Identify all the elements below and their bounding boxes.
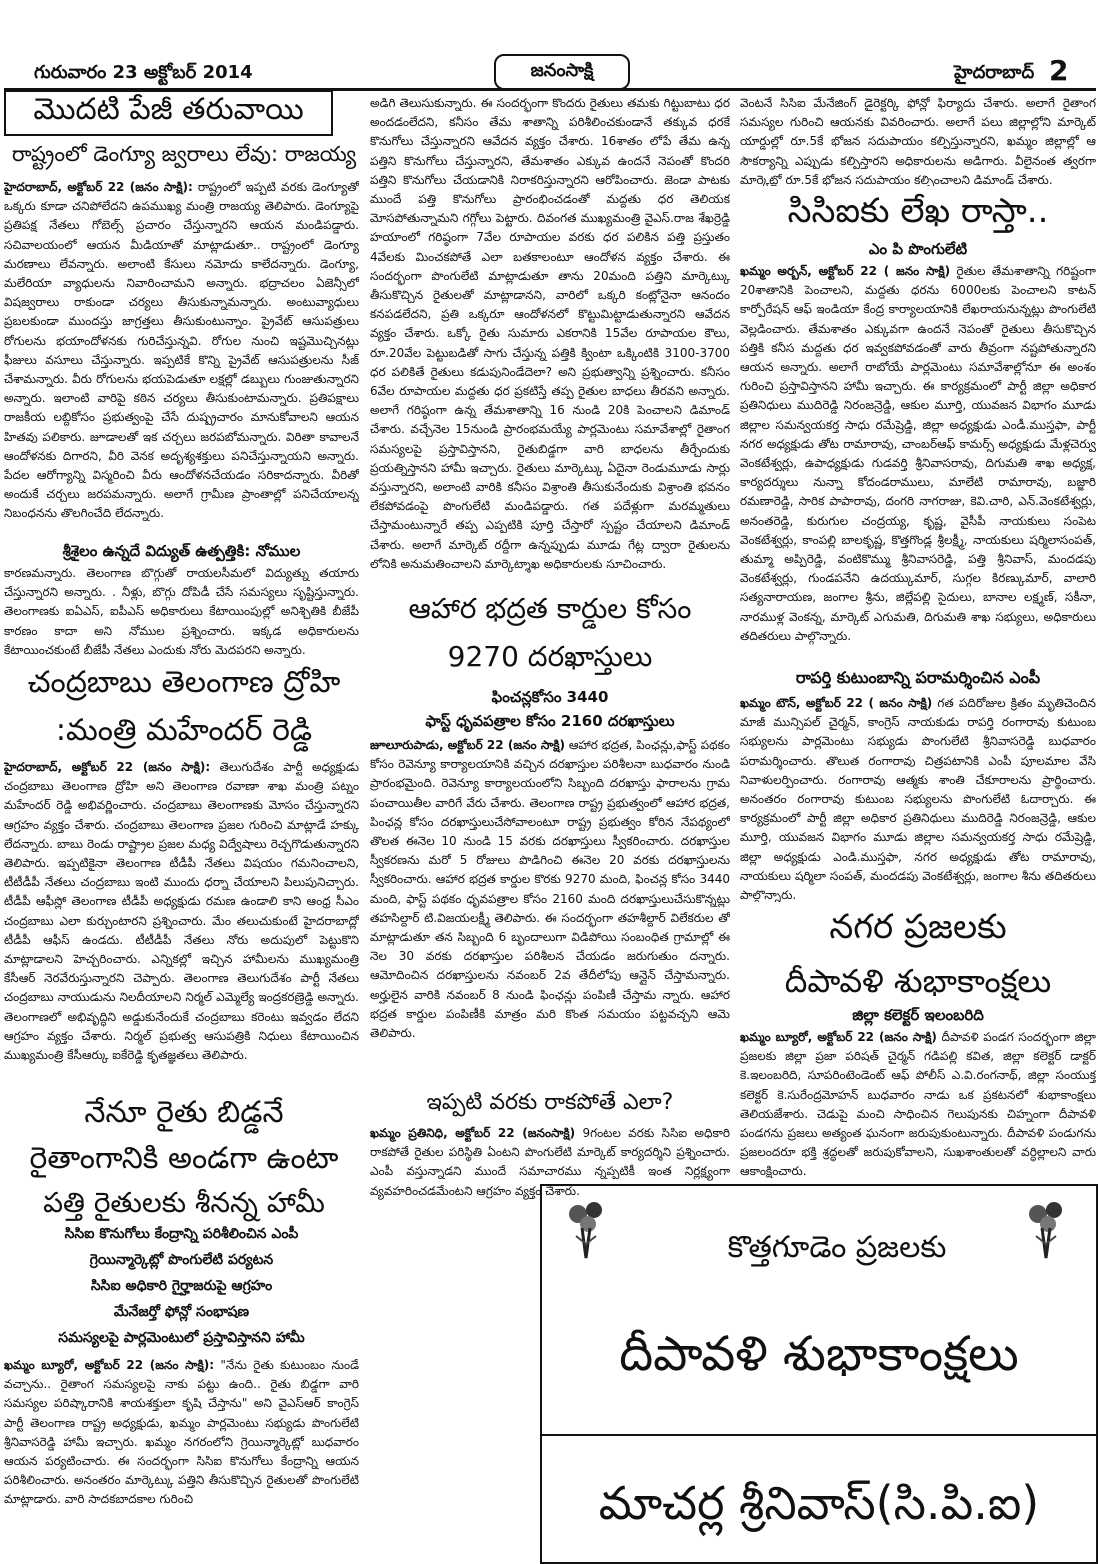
article-dateline: హైదరాబాద్, అక్టోబర్ 22 (జనం సాక్షి): <box>4 180 193 194</box>
article-headline-chandrababu-2: :మంత్రి మహేందర్ రెడ్డి <box>55 713 313 748</box>
article-headline-farmer-2: రైతాంగానికి అండగా ఉంటా <box>29 1141 339 1176</box>
article-rapartri <box>740 694 1096 902</box>
article-srisailam <box>4 564 359 658</box>
article-dateline: ఖమ్మం ప్రతినిధి, అక్టోబర్ 22 (జనంసాక్షి) <box>370 1126 576 1140</box>
article-body: "నేను రైతు కుటుంబం నుండే వచ్చాను.. రైతాంగ సమస్యలపై నాకు పట్టు ఉంది.. రైతు బిడ్డగా వారి సమస్యల పరిష్కారానికి శాయశక్తులా కృషి చేస్తాను" అని వైఎస్ఆర్ కాంగ్రెస్ పార్టీ తెలంగాణ రాష్ట్ర అధ్యక్షుడు, ఖమ్మం పార్లమెంటు సభ్యుడు పొంగులేటి శ్రీనివాసరెడ్డి హామీ ఇచ్చారు. ఖమ్మం నగరంలోని గ్రెయిన్మార్కెట్లో బుధవారం ఆయన పర్యటించారు. ఈ సందర్భంగా సిసిఐ కొనుగోలు కేంద్రాన్ని ఆయన పరిశీలించారు. అనంతరం మార్కెట్కు పత్తిని తీసుకొచ్చిన రైతులతో పొంగులేటి మాట్లాడారు. వారి సాదకబాదకాల గురించి <box>4 1358 359 1507</box>
article-body: 9గంటల వరకు సిసిఐ అధికారి రాకపోతే రైతుల పరిస్థితి ఏంటని పొంగులేటి మార్కెట్ కార్యదర్శిని ప్రశ్నించారు. ఎంపీ వస్తున్నాడని ముందే సమాచారము న్నప్పటికీ ఇంత నిర్లక్ష్యంగా వ్యవహరించడమేంటని ఆగ్రహం వ్యక్తం చేశారు. <box>370 1126 730 1198</box>
article-body: రాష్ట్రంలో ఇప్పటి వరకు డెంగ్యూతో ఒక్కరు కూడా చనిపోలేదని ఉపముఖ్య మంత్రి రాజయ్య తెలిపారు. డెంగ్యూపై ప్రతిపక్ష నేతలు గోబెల్స్ ప్రచారం చేస్తున్నారని ఆయన మండిపడ్డారు. సచివాలయంలో ఆయన మీడియాతో మాట్లాడుతూ.. రాష్ట్రంలో డెంగ్యూ మరణాలు లేవన్నారు. అలాంటి కేసులు నమోదు కాలేదన్నారు. డెంగ్యూ, మలేరియా వ్యాధులను నివారించామని అన్నారు. భద్రాచలం ఏజెన్సీలో విషజ్వరాలు రాకుండా చర్యలు తీసుకున్నామన్నారు. అంటువ్యాధులు ప్రబలకుండా ముందస్తు జాగ్రత్తలు తీసుకుంటున్నాం. ప్రైవేట్ ఆసుపత్రులు రోగులను భయాందోళనకు గురిచేస్తున్నవి. రోగుల నుంచి ఇష్టమొచ్చినట్లు ఫీజులు వసూలు చేస్తున్నారు. ఇప్పటికే కొన్ని ప్రైవేట్ ఆసుపత్రులను సీజ్ చేశామన్నారు. వీరు రోగులను భయపెడుతూ లక్షల్లో డబ్బులు గుంజుతున్నారని అన్నారు. ఇలాంటి వారిపై కఠిన చర్యలు తీసుకుంటామన్నారు. ప్రతిపక్షాలు రాజకీయ లబ్దికోసం ప్రభుత్వంపై చేసే దుష్ప్రచారం మానుకోవాలని ఆయన హితవు పలికారు. జూడాలతో ఇక చర్చలు జరపబోమన్నారు. విరితా కావాలనే ఆందోళనకు దిగారని, వీరి వెనక అదృశ్యశక్తులు పనిచేస్తున్నాయని అన్నారు. పేదల ఆరోగ్యాన్ని విస్మరించి వీరు ఆందోళనచేయడం సరికాదన్నారు. వీరితో అందుకే చర్చలు జరపమన్నారు. అలాగే గ్రామీణ ప్రాంతాల్లో పనిచేయాలన్న నిబంధనను తొలగించేది లేదన్నారు. <box>4 180 359 521</box>
article-continuation <box>370 94 730 580</box>
article-dateline: ఖమ్మం టౌన్, అక్టోబర్ 22 ( జనం సాక్షి) <box>740 696 933 710</box>
ad-line-1: కొత్తగూడెం ప్రజలకు <box>727 1230 947 1265</box>
article-subhead: ఫించన్లకోసం 3440 <box>491 688 609 706</box>
page-number: 2 <box>1049 54 1069 87</box>
article-subhead: ఎం పి పొంగులేటి <box>868 240 968 258</box>
ad-line-2: దీపావళి శుభాకాంక్షలు <box>619 1326 1019 1382</box>
article-body: రైతుల తేమశాతాన్ని గరిష్టంగా 20శాతానికి పెంచాలని, మద్దతు ధరను 6000లకు పెంచాలని కాటన్ కార్పోరేషన్ ఆఫ్ ఇండియా కేంద్ర కార్యాలయానికి లేఖరాయనున్నట్లు పొంగులేటి వెల్లడించారు. తేమశాతం ఎక్కువగా ఉందనే నెపంతో రైతులు తీసుకొచ్చిన పత్తికి కనీస మద్దతు ధర ఇవ్వకపోవడంతో వారు తీవ్రంగా నష్టపోతున్నారని ఆయన అన్నారు. అలాగే రాబోయే పార్లమెంటు సమావేశాల్లోనూ ఈ అంశం గురించి ప్రస్తావిస్తానని హామీ ఇచ్చారు. ఈ కార్యక్రమంలో పార్టీ జిల్లా అధికార ప్రతినిధులు ముదిరెడ్డి నిరంజన్రెడ్డి, ఆకుల మూర్తి, యువజన విభాగం మూడు జిల్లాల సమన్వయకర్త సాధు రమేష్రెడ్డి, జిల్లా అధ్యక్షుడు ఎండీ.ముస్తఫా, పార్టీ నగర అధ్యక్షుడు తోట రామారావు, చాంబర్ఆఫ్ కామర్స్ అధ్యక్షుడు మేళ్లచెర్వు వెంకటేశ్వర్లు, ఉపాధ్యక్షుడు గుడవర్తి శ్రీనివాసరావు, దిగుమతి శాఖ అధ్యక్ష, కార్యదర్శులు నున్నా కోదండరాములు, మాలేటి రామారావు, బజ్జారి రమణారెడ్డి, సారిక పాపారావు, దంగరి నాగరాజు, కెవి.చారి, ఎన్.వెంకటేశ్వర్లు, అనంతరెడ్డి, కురుగుల చంద్రయ్య, కృష్ణ, వైసీపీ నాయకులు సంపెట వెంకటేశ్వర్లు, కాంపల్లి బాలకృష్ణ, కొత్తగొండ్ల శ్రీలక్ష్మీ, నాయకులు షర్మిలాసంపత్, తుమ్మా అప్పిరెడ్డి, వంటికొమ్ము శ్రీనివాసరెడ్డి, పత్తి శ్రీనివాస్, మందడపు వెంకటేశ్వర్లు, గుండపనేని ఉదయ్కుమార్, సుగ్గల కిరణ్కుమార్, వాలారి సత్యనారాయణ, జంగాల శ్రీను, జిల్లేపల్లి సైదులు, బానాల లక్ష్మణ్, సకీనా, నారముళ్ల వెంకన్న, మార్కెట్ ఎగుమతి, దిగుమతి శాఖ సభ్యులు, అధికారులు తదితరులు పాల్గొన్నారు. <box>740 264 1096 643</box>
article-cci-letter <box>740 262 1096 662</box>
article-body: గత పదిరోజుల క్రితం మృతిచెందిన మాజీ మున్సిపల్ చైర్మన్, కాంగ్రెస్ నాయకుడు రాపర్తి రంగారావు కుటుంబ సభ్యులను పార్లమెంటు సభ్యుడు పొంగులేటి శ్రీనివాసరెడ్డి బుధవారం పరామర్శించారు. తొలుత రంగారావు చిత్రపటానికి ఎంపీ పూలమాల వేసి నివాళులర్పించారు. రంగారావు ఆత్మకు శాంతి చేకూరాలను ప్రార్థించారు. అనంతరం రంగారావు కుటుంబ సభ్యులను పొంగులేటి ఓదార్చారు. ఈ కార్యక్రమంలో పార్టీ జిల్లా అధికార ప్రతినిధులు ముదిరెడ్డి నిరంజన్రెడ్డి, ఆకుల మూర్తి, యువజన విభాగం మూడు జిల్లాల సమన్వయకర్త సాధు రమేష్రెడ్డి, జిల్లా అధ్యక్షుడు ఎండి.ముస్తఫా, నగర అధ్యక్షుడు తోట రామారావు, నాయకులు షర్మిలా సంపత్, మందడపు వెంకటేశ్వర్లు, జంగాల శీను తదితరులు పాల్గొన్నారు. <box>740 696 1096 902</box>
article-headline-farmer-1: నేనూ రైతు బిడ్డనే <box>84 1095 284 1130</box>
article-dengue <box>4 178 359 538</box>
article-body: తెలుగుదేశం పార్టీ అధ్యక్షుడు చంద్రబాబు తెలంగాణ ద్రోహి అని తెలంగాణ రవాణా శాఖ మంత్రి పట్నం మహేందర్ రెడ్డి అభివర్ణించారు. చంద్రబాబు తెలంగాణకు మోసం చేస్తున్నారని ఆగ్రహం వ్యక్తం చేశారు. చంద్రబాబు తెలంగాణ ప్రజల గురించి మాట్లాడే హక్కు లేదన్నారు. బాబు రెండు రాష్ట్రాల ప్రజల మధ్య విద్వేషాలు రెచ్చగొడుతున్నారని తెలిపారు. ఇప్పటికైనా తెలంగాణ టీడీపీ నేతలు విషయం గమనించాలని, టీటీడీపీ నేతలు చంద్రబాబు ఇంటి ముందు ధర్నా చేయాలని పిలుపునిచ్చారు. టీడీపీ ఆఫీస్లో తెలంగాణ టీడీపీ అధ్యక్షుడు రమణ ఉండాలి కాని ఆంధ్ర సీఎం చంద్రబాబు ఎలా కుర్చుంటారని ప్రశ్నించారు. మేం తలుచుకుంటే హైదరాబాద్లో టీడీపీ ఆఫీస్ ఉండదు. టీటీడీపీ నేతలు నోరు అదుపులో పెట్టుకొని మాట్లాడాలని హెచ్చరించారు. ఎన్నికల్లో ఇచ్చిన హామీలను ముఖ్యమంత్రి కేసీఆర్ నెరవేరుస్తున్నారని చెప్పారు. తెలంగాణ తెలుగుదేశం పార్టీ నేతలు చంద్రబాబు నాయుడును నిలదీయాలని నిర్మల్ ఎమ్మెల్యే ఇంద్రకరణ్రెడ్డి అన్నారు. తెలంగాణలో అభివృద్ధిని అడ్డుకునేందుకే చంద్రబాబు కరెంటు ఇవ్వడం లేదని ఆగ్రహం వ్యక్తం చేశారు. నిర్మల్ ప్రభుత్వ ఆసుపత్రికి నిధులు కేటాయించిన ముఖ్యమంత్రి కేసీఆర్కు ఐకేరెడ్డి కృతజ్ఞతలు తెలిపారు. <box>4 760 359 1063</box>
article-farmer <box>4 1356 359 1558</box>
flower-bouquet-icon <box>562 1200 612 1262</box>
article-body: ఆహార భద్రత, పింఛన్లు,ఫాస్ట్ పథకం కోసం రెవెన్యూ కార్యాలయానికి వచ్చిన దరఖాస్తుల పరిశీలనా బుధవారం నుండి ప్రారంభమైంది. రెవెన్యూ కార్యాలయంలోని సిబ్బంది దరఖాస్తు ఫారాలను గ్రామ పంచాయితీల వారిగే వేరు చేశారు. తెలంగాణ రాష్ట్ర ప్రభుత్వంలో ఆహార భద్రత, పింఛన్ల కోసం దరఖాస్తులుచేసోవాలంటూ రాష్ట్ర ప్రభుత్వం కోరిన నేపథ్యంలో తొలత ఈనెల 10 నుండి 15 వరకు దరఖాస్తులు స్వీకరించారు. దరఖాస్తుల స్వీకరణను మరో 5 రోజులు పొడిగించి ఈనెల 20 వరకు దరఖాస్తులను స్వీకరించారు. ఆహార భద్రత కార్డుల కొరకు 9270 మంది, ఫించన్ల కోసం 3440 మంది, ఫాస్ట్ పథకం ధృవపత్రాల కోసం 2160 మంది దరఖాస్తులుచేసుకొన్నట్లు తహసిల్దార్ టి.విజయలక్ష్మీ తెలిపారు. ఈ సందర్భంగా తహశీల్దార్ విలేకరుల తో మాట్లాడుతూ తన సిబ్బంది 6 బృందాలుగా విడిపోయి సంబంధిత గ్రామాల్లో ఈ నెల 30 వరకు దరఖాస్తుల పరిశీలన చేయడం జరుగుతుం దన్నారు. ఆమోదించిన దరఖాస్తులను నవంబర్ 2వ తేదీలోపు ఆన్లైన్ చేస్తామన్నారు. అర్హులైన వారికి నవంబర్ 8 నుండి ఫింఛన్లు పంపిణీ చేస్తామ న్నారు. ఆహార భద్రత కార్డుల పంపిణీకి మాత్రం మరి కొంత సమయం పట్టవచ్చని ఆమె తెలిపారు. <box>370 738 730 1041</box>
header-date: గురువారం 23 అక్టోబర్ 2014 <box>34 62 253 83</box>
article-headline-chandrababu-1: చంద్రబాబు తెలంగాణ ద్రోహి <box>27 665 341 700</box>
article-headline-dengue: రాష్ట్రంలో డెంగ్యూ జ్వరాలు లేవు: రాజయ్య <box>11 142 357 166</box>
article-subhead: మేనేజర్తో ఫోన్లో సంభాషణ <box>113 1304 250 1320</box>
article-dateline: జూలూరుపాడు, అక్టోబర్ 22 (జనం సాక్షి) <box>370 738 565 752</box>
article-headline-rapartri: రాపర్తి కుటుంబాన్ని పరామర్శించిన ఎంపీ <box>795 668 1041 687</box>
greeting-advertisement <box>540 1184 1098 1564</box>
article-subhead: సిసిఐ కొనుగోలు కేంద్రాన్ని పరిశీలించిన ఎంపీ <box>64 1226 299 1242</box>
article-body: కారణమన్నారు. తెలంగాణ బొగ్గుతో రాయలసీమలో విద్యుత్ను తయారు చేస్తున్నారని అన్నారు. . నీళ్లు, బొగ్గు దోపిడీ చేసే సమస్యలు సృష్టిస్తున్నారు. తెలంగాణకు ఐఏఎస్, ఐపీఎస్ అధికారులు కేటాయింపుల్లో అనిశ్చితికి బీజేపీ కారణం కాదా అని నోముల ప్రశ్నించారు. ఇక్కడ అధికారులను కేటాయించకుంటే బీజేపీ నేతలు ఎందుకు నోరు మెదపరని అన్నారు. <box>4 566 359 657</box>
article-continuation <box>740 94 1096 186</box>
article-diwali <box>740 1028 1096 1178</box>
article-body: దీపావళి పండగ సందర్భంగా జిల్లా ప్రజలకు జిల్లా ప్రజా పరిషత్ చైర్మన్ గడిపల్లి కవిత, జిల్లా కలెక్టర్ డాక్టర్ కె.ఇలంబరిది, సూపరింటెండెంట్ ఆఫ్ పోలీస్ ఎ.వి.రంగనాథ్, జిల్లా సంయుక్త కలెక్టర్ కె.సురేంద్రమోహన్ బుధవారం నాడు ఒక ప్రకటనలో శుభాకాంక్షలు తెలియజేశారు. చెడుపై మంచి సాధించిన గెలుపునకు చిహ్నంగా దీపావళి పండగను ప్రజలు అత్యంత ఘనంగా జరుపుకుంటున్నారు. దీపావళి పండుగను ప్రజలందరూ భక్తి శ్రద్ధలతో జరుపుకోవాలని, సుఖశాంతులతో వర్ధిల్లాలని వారు ఆకాంక్షించారు. <box>740 1030 1096 1178</box>
article-headline-farmer-3: పత్తి రైతులకు శీనన్న హామీ <box>43 1186 325 1219</box>
masthead-logo: జనంసాక్షి <box>494 54 630 90</box>
article-dateline: ఖమ్మం బ్యూరో, అక్టోబర్ 22 (జనం సాక్షి) <box>740 1030 937 1044</box>
article-headline-srisailam: శ్రీశైలం ఉన్నదే విద్యుత్ ఉత్పత్తికి: నోముల <box>62 542 301 560</box>
article-dateline: ఖమ్మం అర్బన్, అక్టోబర్ 22 ( జనం సాక్షి) <box>740 264 951 278</box>
article-dateline: హైదరాబాద్, అక్టోబర్ 22 (జనం సాక్షి): <box>4 760 211 774</box>
article-chandrababu <box>4 758 359 1092</box>
article-subhead: జిల్లా కలెక్టర్ ఇలంబరిది <box>852 1006 984 1024</box>
article-subhead: గ్రెయిన్మార్కెట్లో పొంగులేటి పర్యటన <box>89 1252 274 1268</box>
article-headline-delay: ఇప్పటి వరకు రాకపోతే ఎలా? <box>426 1090 674 1115</box>
section-title-box <box>4 90 333 136</box>
article-headline-food-security-1: ఆహార భద్రత కార్డుల కోసం <box>408 592 692 625</box>
article-headline-cci-letter: సిసిఐకు లేఖ రాస్తా.. <box>787 191 1049 231</box>
article-headline-diwali-2: దీపావళి శుభాకాంక్షలు <box>784 962 1052 1000</box>
header-city: హైదరాబాద్ <box>954 62 1035 83</box>
article-headline-diwali-1: నగర ప్రజలకు <box>829 907 1007 947</box>
section-title: మొదటి పేజీ తరువాయి <box>33 92 304 127</box>
article-food-security <box>370 736 730 1070</box>
article-subhead: సిసిఐ అధికారి గైర్హాజరుపై ఆగ్రహం <box>90 1278 273 1294</box>
page-header <box>4 52 1096 88</box>
article-headline-food-security-2: 9270 దరఖాస్తులు <box>447 640 653 673</box>
article-dateline: ఖమ్మం బ్యూరో, అక్టోబర్ 22 (జనం సాక్షి): <box>4 1358 215 1372</box>
ad-sponsor-box <box>542 1434 1096 1564</box>
article-subhead: సమస్యలపై పార్లమెంటులో ప్రస్తావిస్తానని హామీ <box>58 1330 305 1346</box>
ad-sponsor-name: మాచర్ల శ్రీనివాస్(సి.పి.ఐ) <box>598 1476 1040 1530</box>
article-body: వెంటనే సిసిఐ మేనేజింగ్ డైరెక్టర్కి ఫోన్లో ఫిర్యాదు చేశారు. అలాగే రైతాంగ సమస్యల గురించి ఆయనకు వివరించారు. అలాగే పలు జిల్లాల్లోని మార్కెట్ యార్డుల్లో రూ.5కే భోజన సదుపాయం కల్పిస్తున్నారని, ఖమ్మం జిల్లాల్లో ఆ సౌకర్యాన్ని ఎప్పుడు కల్పిస్తారని అధికారులను అడిగారు. వీలైనంత త్వరగా మార్కెట్లో రూ.5కే భోజన సదుపాయం కల్పించాలని డిమాండ్ చేశారు. <box>740 96 1096 186</box>
article-body: అడిగి తెలుసుకున్నారు. ఈ సందర్భంగా కొందరు రైతులు తమకు గిట్టుబాటు ధర అందడంలేదని, కనీసం తేమ శాతాన్ని పరిశీలించకుండానే తక్కువ ధరకే కొనుగోలు చేస్తున్నారని ఆవేదన వ్యక్తం చేశారు. 16శాతం లోపే తేమ ఉన్న పత్తిని కొనుగోలు చేస్తున్నారని, తేమశాతం ఎక్కువ ఉందనే నెపంతో కొందరి పత్తిని కొనుగోలు చేయడానికి నిరాకరిస్తున్నారని ఆరోపించారు. జెండా పాటకు ముందే పత్తి కొనుగోలు ప్రారంభించడంతో మద్దతు ధర తెలియక మోసపోతున్నామని గగ్గోలు పెట్టారు. దివంగత ముఖ్యమంత్రి వైఎస్.రాజ శేఖర్రెడ్డి హయాంలో గరిష్ఠంగా 7వేల రూపాయల వరకు ధర పలికిన పత్తి ప్రస్తుతం 4వేలకు మించకపోతే ఎలా బతకాలంటూ ఆందోళన వ్యక్తం చేశారు. ఈ సందర్భంగా పొంగులేటి మాట్లాడుతూ తాను 20మంది పత్తిని మార్కెట్కు తీసుకొచ్చిన రైతులతో మాట్లాడానని, వారిలో ఒక్కరి కంట్లోనైనా ఆనందం కనపడలేదని, ప్రతి ఒక్కరూ ఆందోళనలో కొట్టుమిట్టాడుతున్నారని ఆవేదన వ్యక్తం చేశారు. ఒక్కో రైతు సుమారు ఎకరానికి 15వేల రూపాయల కౌలు, రూ.20వేల పెట్టుబడితో సాగు చేస్తున్న పత్తికి క్వింటా ఒక్కింటికి 3100-3700 ధర పలికితే రైతులు కడుపునిండేదెలా? అని ప్రభుత్వాన్ని ప్రశ్నించారు. కనీసం 6వేల రూపాయల మద్దతు ధర ప్రకటిస్తే తప్ప రైతుల బాధలు తీరవని అన్నారు. అలాగే గరిష్ఠంగా ఉన్న తేమశాతాన్ని 16 నుండి 20కి పెంచాలని డిమాండ్ చేశారు. వచ్చేనెల 15నుండి ప్రారంభమయ్యే పార్లమెంటు సమావేశాల్లో రైతాంగ సమస్యలపై ప్రస్తావిస్తానని, రైతుబిడ్డగా వారి బాధలను తీర్చేందుకు ప్రయత్నిస్తానని హామీ ఇచ్చారు. రైతులు మార్కెట్కు ఏదైనా రెండుమూడు సార్లు వస్తున్నారని, అలాంటి వారికి కనీసం విశ్రాంతి తీసుకునేందుకు విశ్రాంతి భవనం లేకపోవడంపై పొంగులేటి మండిపడ్డారు. గత పదేళ్లుగా మరమ్మతులు చేస్తామంటున్నారే తప్ప ఎప్పటికి పూర్తి చేస్తారో స్పష్టం చేయాలని డిమాండ్ చేశారు. అలాగే మార్కెట్ రద్దీగా ఉన్నప్పుడు మూడు గేట్ల ద్వారా రైతులను లోనికి అనుమతించాలని మార్కెట్శాఖ అధికారులకు సూచించారు. <box>370 96 730 571</box>
article-subhead: ఫాస్ట్ ధృవపత్రాల కోసం 2160 దరఖాస్తులు <box>425 712 675 730</box>
